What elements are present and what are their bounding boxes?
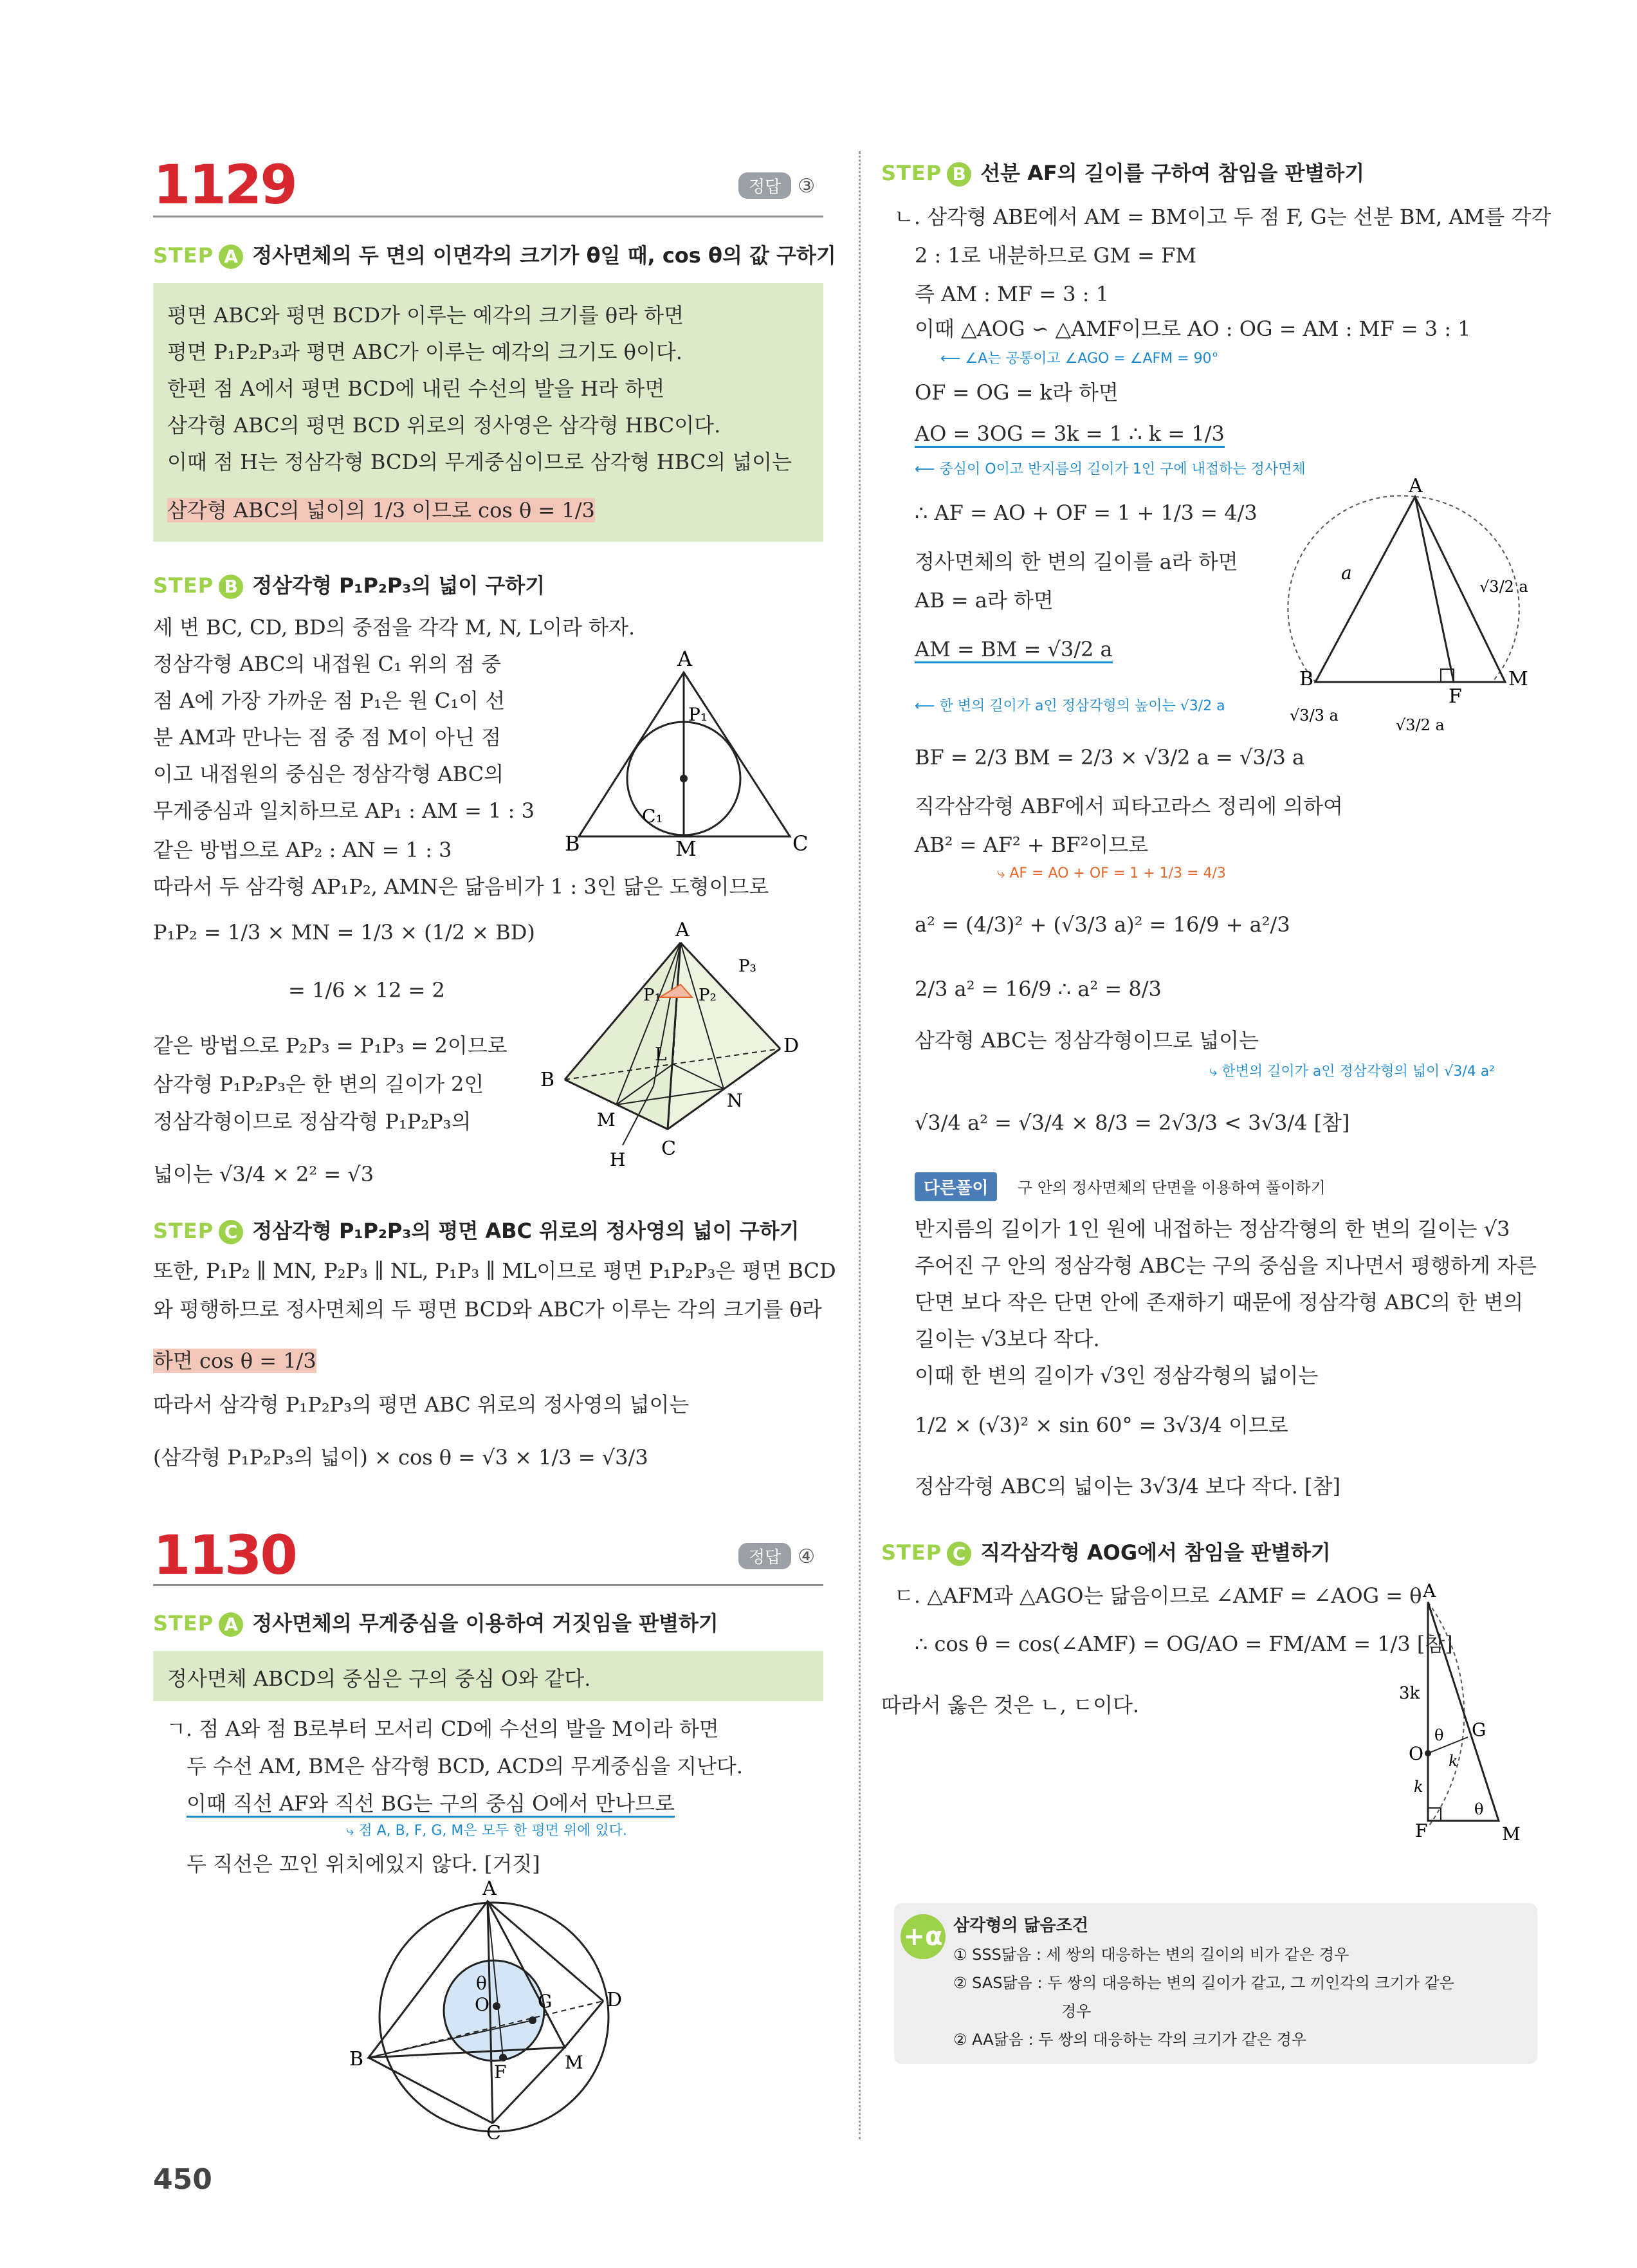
answer-value: ④ xyxy=(798,1545,816,1568)
tip-item: ② SAS닮음 : 두 쌍의 대응하는 변의 길이가 같고, 그 끼인각의 크기가 같은 xyxy=(953,1974,1454,1992)
box-line: 평면 P₁P₂P₃과 평면 ABC가 이루는 예각의 크기도 θ이다. xyxy=(167,340,682,364)
fig2-label: M xyxy=(597,1109,616,1130)
answer-tag: 정답 xyxy=(738,172,791,199)
answer-value: ③ xyxy=(798,175,816,198)
fig1-label: C xyxy=(792,831,809,856)
body-line: 따라서 삼각형 P₁P₂P₃의 평면 ABC 위로의 정사영의 넓이는 xyxy=(153,1392,690,1417)
fig2-label: N xyxy=(727,1090,743,1111)
box-line: 평면 ABC와 평면 BCD가 이루는 예각의 크기를 θ라 하면 xyxy=(167,303,684,327)
answer-tag: 정답 xyxy=(738,1543,791,1569)
body-line: = 1/6 × 12 = 2 xyxy=(288,978,445,1002)
fig5-label: O xyxy=(1409,1743,1423,1764)
fig4-label: √3/3 a xyxy=(1290,706,1339,724)
answer-1130 xyxy=(738,1543,815,1569)
step-badge: C xyxy=(947,1542,971,1566)
body-line: AB = a라 하면 xyxy=(915,588,1054,613)
fig2-label: B xyxy=(540,1069,555,1091)
body-line: ∴ cos θ = cos(∠AMF) = OG/AO = FM/AM = 1/3 [참] xyxy=(915,1632,1453,1656)
fig3-label: O xyxy=(475,1994,489,2015)
body-line: AB² = AF² + BF²이므로 xyxy=(915,833,1149,857)
body-line: 점 A에 가장 가까운 점 P₁은 원 C₁이 선 xyxy=(153,688,506,713)
body-line: 정삼각형 ABC의 내접원 C₁ 위의 점 중 xyxy=(153,652,501,676)
alt-solution-title: 구 안의 정사면체의 단면을 이용하여 풀이하기 xyxy=(1018,1179,1326,1197)
body-line: 또한, P₁P₂ ∥ MN, P₂P₃ ∥ NL, P₁P₃ ∥ ML이므로 평면 P₁P₂P₃은 평면 BCD xyxy=(153,1258,836,1283)
body-line: 무게중심과 일치하므로 AP₁ : AM = 1 : 3 xyxy=(153,798,535,823)
step-badge: A xyxy=(219,1612,243,1637)
box-line-highlight: 삼각형 ABC의 넓이의 1/3 이므로 cos θ = 1/3 xyxy=(167,498,595,522)
fig5-label: θ xyxy=(1474,1800,1484,1818)
box-line: 삼각형 ABC의 평면 BCD 위로의 정사영은 삼각형 HBC이다. xyxy=(167,413,721,438)
step-a-heading-1130 xyxy=(153,1607,718,1637)
fig5-label: k xyxy=(1449,1752,1458,1770)
alt-solution-tag: 다른풀이 xyxy=(915,1172,997,1201)
step-title: 선분 AF의 길이를 구하여 참임을 판별하기 xyxy=(980,161,1365,185)
step-title: 정사면체의 무게중심을 이용하여 거짓임을 판별하기 xyxy=(252,1611,718,1636)
fig4-label: A xyxy=(1409,476,1423,497)
body-line: a² = (4/3)² + (√3/3 a)² = 16/9 + a²/3 xyxy=(915,912,1290,937)
fig5-label: M xyxy=(1502,1823,1521,1845)
body-line: (삼각형 P₁P₂P₃의 넓이) × cos θ = √3 × 1/3 = √3/3 xyxy=(153,1445,648,1470)
body-line: 삼각형 P₁P₂P₃은 한 변의 길이가 2인 xyxy=(153,1072,484,1096)
step-badge: C xyxy=(219,1220,243,1244)
body-line: 즉 AM : MF = 3 : 1 xyxy=(915,282,1110,306)
body-line: 정사면체의 한 변의 길이를 a라 하면 xyxy=(915,549,1238,574)
fig4-label: √3/2 a xyxy=(1479,578,1528,596)
note-arrow: ⤷ 점 A, B, F, G, M은 모두 한 평면 위에 있다. xyxy=(346,1823,627,1839)
body-line-underlined: AO = 3OG = 3k = 1 ∴ k = 1/3 xyxy=(915,421,1225,446)
body-line: OF = OG = k라 하면 xyxy=(915,380,1119,405)
fig3-label: B xyxy=(349,2048,364,2070)
fig4-label: M xyxy=(1508,668,1528,690)
body-line: 넓이는 √3/4 × 2² = √3 xyxy=(153,1162,374,1186)
tip-item: ② AA닮음 : 두 쌍의 대응하는 각의 크기가 같은 경우 xyxy=(953,2031,1307,2049)
page-number: 450 xyxy=(153,2163,212,2196)
fig1-label: M xyxy=(675,836,697,856)
fig2-label: D xyxy=(783,1035,800,1057)
note-arrow: ⤷ AF = AO + OF = 1 + 1/3 = 4/3 xyxy=(997,865,1226,881)
fig2-label: C xyxy=(661,1138,676,1160)
fig2-label: L xyxy=(655,1044,667,1065)
fig3-label: F xyxy=(494,2061,507,2083)
fig5-label: F xyxy=(1415,1820,1428,1841)
alt-line: 주어진 구 안의 정삼각형 ABC는 구의 중심을 지나면서 평행하게 자른 xyxy=(915,1253,1537,1278)
fig1-label: B xyxy=(565,831,580,856)
fig4-label: √3/2 a xyxy=(1396,716,1445,734)
fig2-label: A xyxy=(675,919,690,941)
note-arrow: ⟵ 한 변의 길이가 a인 정삼각형의 높이는 √3/2 a xyxy=(915,698,1225,714)
fig5-label: k xyxy=(1414,1778,1423,1796)
box-line: 한편 점 A에서 평면 BCD에 내린 수선의 발을 H라 하면 xyxy=(167,376,665,401)
step-label: STEP xyxy=(153,573,214,598)
fig1-label: P₁ xyxy=(688,704,708,725)
fig5-label: θ xyxy=(1434,1726,1444,1744)
fig3-label: D xyxy=(607,1989,623,2011)
step-c-heading-1129 xyxy=(153,1215,800,1244)
alt-line: 1/2 × (√3)² × sin 60° = 3√3/4 이므로 xyxy=(915,1413,1288,1437)
alt-line: 정삼각형 ABC의 넓이는 3√3/4 보다 작다. [참] xyxy=(915,1474,1340,1498)
note-arrow: ⟵ ∠A는 공통이고 ∠AGO = ∠AFM = 90° xyxy=(940,351,1219,367)
fig5-label: G xyxy=(1472,1719,1486,1740)
fig4-label: a xyxy=(1341,562,1352,584)
problem-number-1129: 1129 xyxy=(153,153,296,216)
step-badge: B xyxy=(947,162,971,187)
fig3-label: C xyxy=(486,2122,501,2143)
tip-item: 경우 xyxy=(1061,2002,1092,2020)
step-badge: B xyxy=(219,575,243,599)
alt-line: 길이는 √3보다 작다. xyxy=(915,1327,1100,1351)
fig2-label: H xyxy=(610,1149,626,1170)
body-line: ㄷ. △AFM과 △AGO는 닮음이므로 ∠AMF = ∠AOG = θ xyxy=(894,1583,1422,1608)
fig5-label: 3k xyxy=(1399,1684,1420,1703)
step-label: STEP xyxy=(881,1540,942,1565)
column-divider xyxy=(859,151,861,2139)
header-rule xyxy=(153,216,823,217)
alt-line: 이때 한 변의 길이가 √3인 정삼각형의 넓이는 xyxy=(915,1363,1319,1388)
figure-triangle-incircle xyxy=(565,643,809,856)
fig2-label: P₁ xyxy=(643,986,661,1005)
body-line: BF = 2/3 BM = 2/3 × √3/2 a = √3/3 a xyxy=(915,745,1305,770)
step-b-heading-1130 xyxy=(881,157,1364,187)
body-line: 같은 방법으로 AP₂ : AN = 1 : 3 xyxy=(153,838,452,862)
fig3-label: θ xyxy=(476,1973,487,1994)
body-line-underlined: AM = BM = √3/2 a xyxy=(915,637,1113,661)
body-line: ∴ AF = AO + OF = 1 + 1/3 = 4/3 xyxy=(915,501,1257,525)
fig1-label: A xyxy=(677,647,693,671)
step-title: 직각삼각형 AOG에서 참임을 판별하기 xyxy=(980,1540,1331,1565)
box-line: 정사면체 ABCD의 중심은 구의 중심 O와 같다. xyxy=(167,1666,591,1691)
step-label: STEP xyxy=(153,1219,214,1243)
fig3-label: G xyxy=(538,1991,553,2012)
body-line: 2/3 a² = 16/9 ∴ a² = 8/3 xyxy=(915,977,1162,1001)
body-line: 따라서 옳은 것은 ㄴ, ㄷ이다. xyxy=(881,1693,1140,1717)
problem-number-1130: 1130 xyxy=(153,1524,296,1587)
body-line: 와 평행하므로 정사면체의 두 평면 BCD와 ABC가 이루는 각의 크기를 θ라 xyxy=(153,1297,822,1322)
plus-alpha-icon: +α xyxy=(901,1914,946,1959)
answer-1129 xyxy=(738,172,815,199)
body-line: ㄱ. 점 A와 점 B로부터 모서리 CD에 수선의 발을 M이라 하면 xyxy=(166,1717,719,1741)
body-line: √3/4 a² = √3/4 × 8/3 = 2√3/3 < 3√3/4 [참] xyxy=(915,1111,1350,1135)
body-line: 분 AM과 만나는 점 중 점 M이 아닌 점 xyxy=(153,725,501,750)
body-line: 직각삼각형 ABF에서 피타고라스 정리에 의하여 xyxy=(915,794,1343,818)
figure-triangle-afm xyxy=(1396,1583,1537,1853)
figure-sphere-tetrahedron xyxy=(340,1879,674,2143)
step-label: STEP xyxy=(153,1611,214,1636)
step-label: STEP xyxy=(881,161,942,185)
body-line: 삼각형 ABC는 정삼각형이므로 넓이는 xyxy=(915,1028,1259,1053)
body-line: 세 변 BC, CD, BD의 중점을 각각 M, N, L이라 하자. xyxy=(153,615,636,640)
body-line: 이고 내접원의 중심은 정삼각형 ABC의 xyxy=(153,762,504,786)
step-title: 정사면체의 두 면의 이면각의 크기가 θ일 때, cos θ의 값 구하기 xyxy=(252,243,836,268)
alt-line: 단면 보다 작은 단면 안에 존재하기 때문에 정삼각형 ABC의 한 변의 xyxy=(915,1290,1524,1314)
fig3-label: A xyxy=(482,1879,497,1900)
header-rule xyxy=(153,1584,823,1586)
step-title: 정삼각형 P₁P₂P₃의 넓이 구하기 xyxy=(252,573,545,598)
box-line: 이때 점 H는 정삼각형 BCD의 무게중심이므로 삼각형 HBC의 넓이는 xyxy=(167,450,792,474)
fig4-label: B xyxy=(1299,668,1314,690)
body-line: 정삼각형이므로 정삼각형 P₁P₂P₃의 xyxy=(153,1109,471,1134)
fig4-label: F xyxy=(1449,685,1462,708)
note-arrow: ⤷ 한변의 길이가 a인 정삼각형의 넓이 √3/4 a² xyxy=(1209,1064,1495,1080)
fig3-label: M xyxy=(565,2052,583,2073)
body-line: ㄴ. 삼각형 ABE에서 AM = BM이고 두 점 F, G는 선분 BM, AM를 각각 xyxy=(894,205,1551,229)
fig1-label: C₁ xyxy=(642,806,663,827)
step-badge: A xyxy=(219,244,243,269)
step-a-heading-1129 xyxy=(153,239,836,269)
fig2-label: P₂ xyxy=(699,986,717,1005)
body-line: P₁P₂ = 1/3 × MN = 1/3 × (1/2 × BD) xyxy=(153,920,535,945)
tip-title: 삼각형의 닮음조건 xyxy=(953,1916,1088,1935)
body-line: 2 : 1로 내분하므로 GM = FM xyxy=(915,243,1197,268)
tip-item: ① SSS닮음 : 세 쌍의 대응하는 변의 길이의 비가 같은 경우 xyxy=(953,1946,1349,1964)
step-b-heading-1129 xyxy=(153,569,545,599)
alt-line: 반지름의 길이가 1인 원에 내접하는 정삼각형의 한 변의 길이는 √3 xyxy=(915,1217,1510,1241)
body-line: 두 직선은 꼬인 위치에있지 않다. [거짓] xyxy=(187,1852,540,1876)
body-line: 이때 △AOG ∽ △AMF이므로 AO : OG = AM : MF = 3 : 1 xyxy=(915,317,1471,341)
step-title: 정삼각형 P₁P₂P₃의 평면 ABC 위로의 정사영의 넓이 구하기 xyxy=(252,1219,800,1243)
body-line: 따라서 두 삼각형 AP₁P₂, AMN은 닮음비가 1 : 3인 닮은 도형이므로 xyxy=(153,874,769,899)
step-c-heading-1130 xyxy=(881,1536,1331,1566)
note-arrow: ⟵ 중심이 O이고 반지름의 길이가 1인 구에 내접하는 정사면체 xyxy=(915,461,1306,477)
figure-triangle-abm xyxy=(1286,476,1544,753)
fig5-label: A xyxy=(1423,1583,1436,1601)
figure-tetrahedron xyxy=(526,914,822,1184)
body-line: 같은 방법으로 P₂P₃ = P₁P₃ = 2이므로 xyxy=(153,1033,508,1058)
body-line-highlight: 하면 cos θ = 1/3 xyxy=(153,1349,316,1373)
body-line: 두 수선 AM, BM은 삼각형 BCD, ACD의 무게중심을 지난다. xyxy=(187,1754,743,1778)
fig2-label: P₃ xyxy=(738,957,756,976)
body-line-underlined: 이때 직선 AF와 직선 BG는 구의 중심 O에서 만나므로 xyxy=(187,1787,675,1817)
step-label: STEP xyxy=(153,243,214,268)
